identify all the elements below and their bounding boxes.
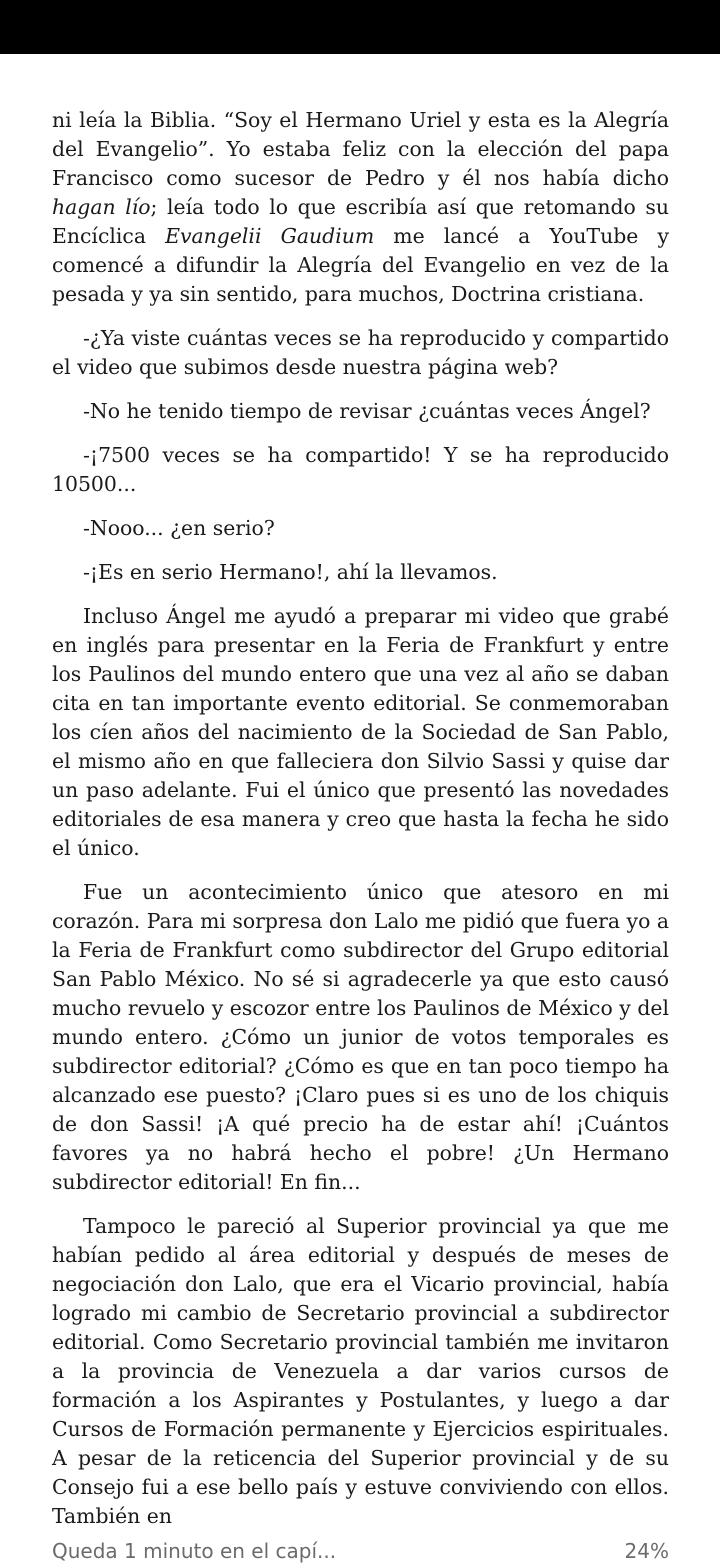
book-page[interactable] [52, 106, 669, 1546]
paragraph-8: Fue un acontecimiento único que atesoro en mi corazón. Para mi sorpresa don Lalo me pidió que fuera yo a la Feria de Frankfurt como subdirector del Grupo editorial San Pablo México. No sé si agradecerle ya que esto causó mucho revuelo y escozor entre los Paulinos de México y del mundo entero. ¿Cómo un junior de votos temporales es subdirector editorial? ¿Cómo es que en tan poco tiempo ha alcanzado ese puesto? ¡Claro pues si es uno de los chiquis de don Sassi! ¡A qué precio ha de estar ahí! ¡Cuántos favores ya no habrá hecho el pobre! ¿Un Hermano subdirector editorial! En fin... [52, 880, 669, 1194]
italic-evangelii-gaudium: Evangelii Gaudium [165, 224, 375, 248]
time-left-in-chapter[interactable]: Queda 1 minuto en el capí... [52, 1539, 337, 1563]
paragraph-6: -¡Es en serio Hermano!, ahí la llevamos. [83, 560, 498, 584]
reading-footer[interactable] [52, 1534, 669, 1568]
paragraph-1-text-a: ni leía la Biblia. “Soy el Hermano Uriel y esta es la Alegría del Evangelio”. Yo estaba feliz con la elección del papa Francisco como sucesor de Pedro y él nos había dicho [52, 108, 669, 190]
paragraph-5: -Nooo... ¿en serio? [83, 516, 275, 540]
paragraph-9: Tampoco le pareció al Superior provincial ya que me habían pedido al área editorial y después de meses de negociación don Lalo, que era el Vicario provincial, había logrado mi cambio de Secretario provincial a subdirector editorial. Como Secretario provincial también me invitaron a la provincia de Venezuela a dar varios cursos de formación a los Aspirantes y Postulantes, y luego a dar Cursos de Formación permanente y Ejercicios espirituales. A pesar de la reticencia del Superior provincial y de su Consejo fui a ese bello país y estuve conviviendo con ellos. También en [52, 1214, 669, 1528]
paragraph-7: Incluso Ángel me ayudó a preparar mi video que grabé en inglés para presentar en la Feria de Frankfurt y entre los Paulinos del mundo entero que una vez al año se daban cita en tan importante evento editorial. Se conmemoraban los cíen años del nacimiento de la Sociedad de San Pablo, el mismo año en que falleciera don Silvio Sassi y quise dar un paso adelante. Fui el único que presentó las novedades editoriales de esa manera y creo que hasta la fecha he sido el único. [52, 604, 669, 860]
status-bar [0, 0, 720, 54]
paragraph-1-text-c: me lancé a YouTube y comencé a difundir la Alegría del Evangelio en vez de la pesada y ya sin sentido, para muchos, Doctrina cristiana. [52, 224, 669, 306]
reading-progress-percent[interactable]: 24% [624, 1539, 669, 1563]
paragraph-1-text-b: ; leía todo lo que escribía así que retomando su Encíclica [52, 195, 669, 248]
paragraph-2: -¿Ya viste cuántas veces se ha reproducido y compartido el video que subimos desde nuestra página web? [52, 326, 669, 379]
paragraph-3: -No he tenido tiempo de revisar ¿cuántas veces Ángel? [83, 399, 651, 423]
italic-hagan-lio: hagan lío [52, 195, 151, 219]
paragraph-1 [52, 106, 669, 309]
paragraph-4: -¡7500 veces se ha compartido! Y se ha reproducido 10500... [52, 443, 669, 496]
